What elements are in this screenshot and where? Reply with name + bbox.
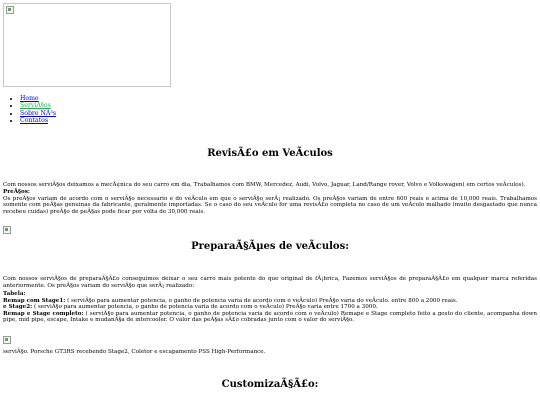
revisao-precos (3, 189, 537, 215)
preparacao-caption: serviÃ§o. Porsche GT3RS recebendo Stage2, Coletor e escapamento PSS High-Performance. (3, 349, 266, 355)
customizacao-heading: CustomizaÃ§Ã£o: (221, 379, 319, 390)
nav-item-contatos (20, 117, 56, 124)
nav-item-sobre (20, 110, 56, 117)
precos-text: Os preÃ§os variam de acordo com o serviÃ§o necessario e do veÃculo em que o serviÃ§o serÃ¡ realizado. Os preÃ§os variam de entre 600 reais e acima de 10,000 reais. Trabalhamos somente com peÃ§as genuinas da fabricante, geralmente importadas. Se o caso do seu veÃculo for uma revisÃ£o completa no caso de um veÃculo malhado (muito desgastado que nunca recebeu cuidas) preÃ§o de peÃ§as pode ficar por volta de 30,000 reais. (3, 195, 537, 215)
nav-link-home[interactable]: Home (20, 95, 39, 102)
revisao-intro: Com nossos serviÃ§os deixamos a mecÃ¢nica do seu carro em dia, Trabalhamos com BMW, Mercedez, Audi, Volvo, Jaguar, Land/Range rover, Volvo e Volkswagen( em certos veÃculos). (3, 182, 526, 188)
main-nav (8, 95, 56, 125)
nav-link-contatos[interactable]: Contatos (20, 117, 49, 125)
tabela-label: Tabela: (3, 291, 26, 297)
complete-label: Remap e Stage completo: (3, 310, 84, 317)
precos-label: PreÃ§os: (3, 189, 30, 195)
stage2-label: e Stage2: (3, 304, 33, 311)
revisao-image (3, 226, 11, 234)
complete-text: ( serviÃ§o para aumentar potencia, o ganho de potencia varia de acordo com o veÃculo) Remape e Stage completo feito a gosto do cliente, acompanha down pipe, mid pipe, escape, Intake e mudanÃ§a de intercooler. O valor das peÃ§as sÃ£o cobradas junto com o valor do serviÃ§o. (3, 310, 537, 324)
preparacao-intro: Com nossos serviÃ§os de preparaÃ§Ã£o conseguimos deixar o seu carro mais potente do que original de fÃ¡brica, Fazemos serviÃ§os de preparaÃ§Ã£o em qualquer marca referidas anteriormente. Os preÃ§os variam do serviÃ§o que serÃ¡ realizado: (3, 276, 537, 289)
stage2-text: ( serviÃ§o para aumentar potencia, o ganho de potencia varia de acordo com o veÃculo) PreÃ§o varia entre 1700 a 3000. (32, 304, 378, 311)
preparacao-tabela (3, 291, 537, 324)
nav-item-servicos (20, 102, 56, 109)
preparacao-heading: PreparaÃ§Ãµes de veÃculos: (191, 241, 349, 252)
preparacao-image (3, 336, 11, 344)
stage1-text: ( serviÃ§o para aumentar potencia, o ganho de potencia varia de acordo com o veÃculo) PreÃ§o varia do veÃculo. entre 800 a 2000 reais. (65, 297, 458, 304)
revisao-heading: RevisÃ£o em VeÃculos (207, 148, 333, 159)
stage1-label: Remap com Stage1: (3, 297, 66, 304)
header-banner-image (3, 3, 171, 87)
nav-link-servicos[interactable]: ServiÃ§os (20, 102, 51, 110)
nav-link-sobre[interactable]: Sobre NÃ³s (20, 109, 57, 117)
broken-image-icon (6, 6, 14, 14)
